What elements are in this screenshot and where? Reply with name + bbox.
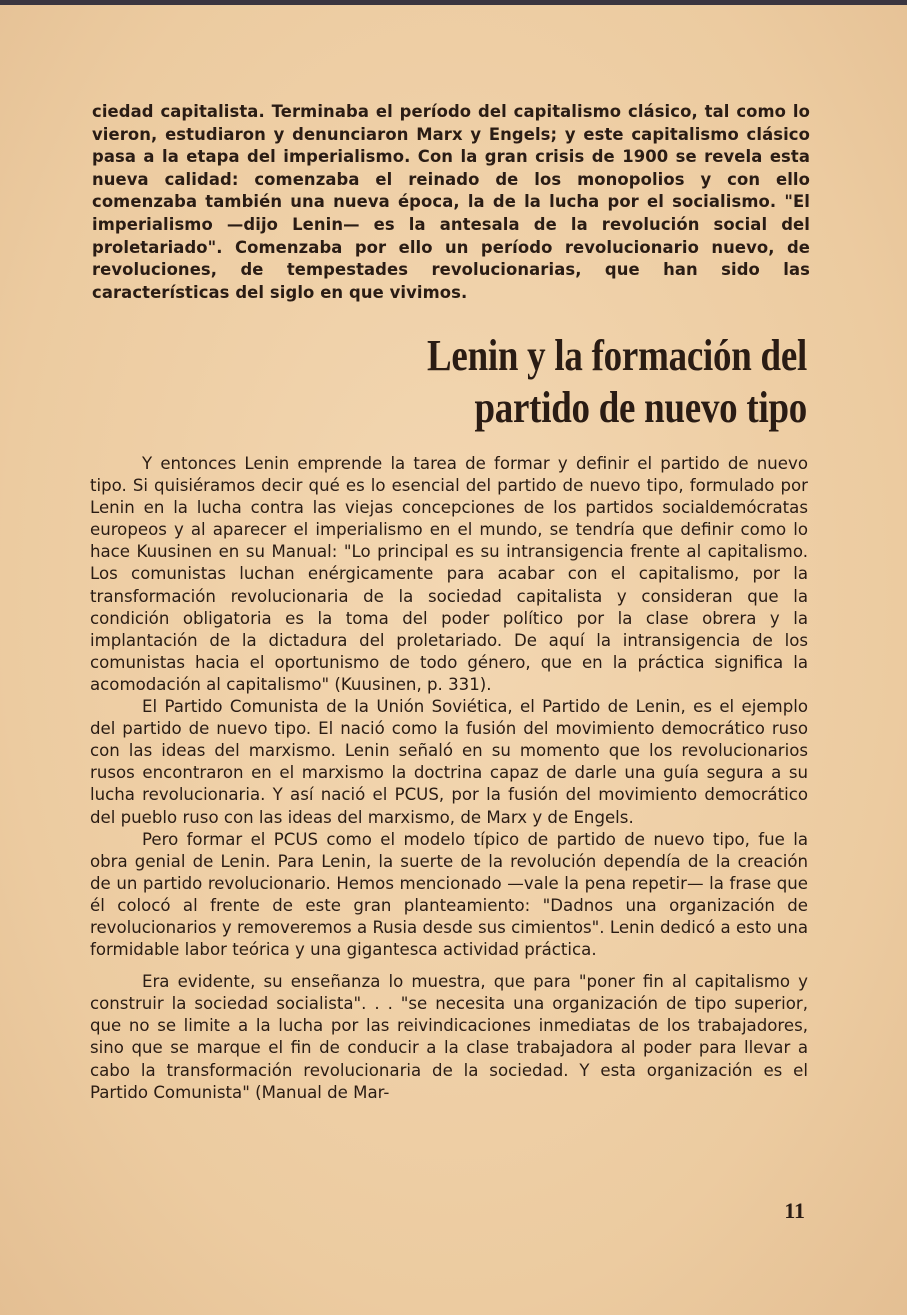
body-text (90, 453, 808, 1104)
body-paragraph-1: Y entonces Lenin emprende la tarea de formar y definir el partido de nuevo tipo. Si quisiéramos decir qué es lo esencial del partido de nuevo tipo, formulado por Lenin en la lucha contra las viejas concepciones de los partidos socialdemócratas europeos y al aparecer el imperialismo en el mundo, se tendría que definir como lo hace Kuusinen en su Manual: "Lo principal es su intransigencia frente al capitalismo. Los comunistas luchan enérgicamente para acabar con el capitalismo, por la transformación revolucionaria de la sociedad capitalista y consideran que la condición obligatoria es la toma del poder político por la clase obrera y la implantación de la dictadura del proletariado. De aquí la intransigencia de los comunistas hacia el oportunismo de todo género, que en la práctica significa la acomodación al capitalismo" (Kuusinen, p. 331). (90, 454, 808, 694)
section-title (303, 330, 807, 434)
page-top-edge (0, 0, 907, 5)
page-number: 11 (784, 1198, 805, 1223)
intro-paragraph: ciedad capitalista. Terminaba el período del capitalismo clásico, tal como lo vieron, estudiaron y denunciaron Marx y Engels; y este capitalismo clásico pasa a la etapa del imperialismo. Con la gran crisis de 1900 se revela esta nueva calidad: comenzaba el reinado de los monopolios y con ello comenzaba también una nueva época, la de la lucha por el socialismo. "El imperialismo —dijo Lenin— es la antesala de la revolución social del proletariado". Comenzaba por ello un período revolucionario nuevo, de revoluciones, de tempestades revolucionarias, que han sido las características del siglo en que vivimos. (92, 102, 810, 302)
section-title-line-1: Lenin y la formación del (427, 331, 807, 380)
body-paragraph-4: Era evidente, su enseñanza lo muestra, que para "poner fin al capitalismo y construir la sociedad socialista". . . "se necesita una organización de tipo superior, que no se limite a la lucha por las reivindicaciones inmediatas de los trabajadores, sino que se marque el fin de conducir a la clase trabajadora al poder para llevar a cabo la transformación revolucionaria de la sociedad. Y esta organización es el Partido Comunista" (Manual de Mar- (90, 972, 808, 1102)
section-title-line-2: partido de nuevo tipo (474, 383, 807, 432)
body-paragraph-3: Pero formar el PCUS como el modelo típico de partido de nuevo tipo, fue la obra genial de Lenin. Para Lenin, la suerte de la revolución dependía de la creación de un partido revolucionario. Hemos mencionado —vale la pena repetir— la frase que él colocó al frente de este gran planteamiento: "Dadnos una organización de revolucionarios y removeremos a Rusia desde sus cimientos". Lenin dedicó a esto una formidable labor teórica y una gigantesca actividad práctica. (90, 829, 808, 960)
body-paragraph-2: El Partido Comunista de la Unión Soviética, el Partido de Lenin, es el ejemplo del partido de nuevo tipo. El nació como la fusión del movimiento democrático ruso con las ideas del marxismo. Lenin señaló en su momento que los revolucionarios rusos encontraron en el marxismo la doctrina capaz de darle una guía segura a su lucha revolucionaria. Y así nació el PCUS, por la fusión del movimiento democrático del pueblo ruso con las ideas del marxismo, de Marx y de Engels. (90, 697, 808, 827)
